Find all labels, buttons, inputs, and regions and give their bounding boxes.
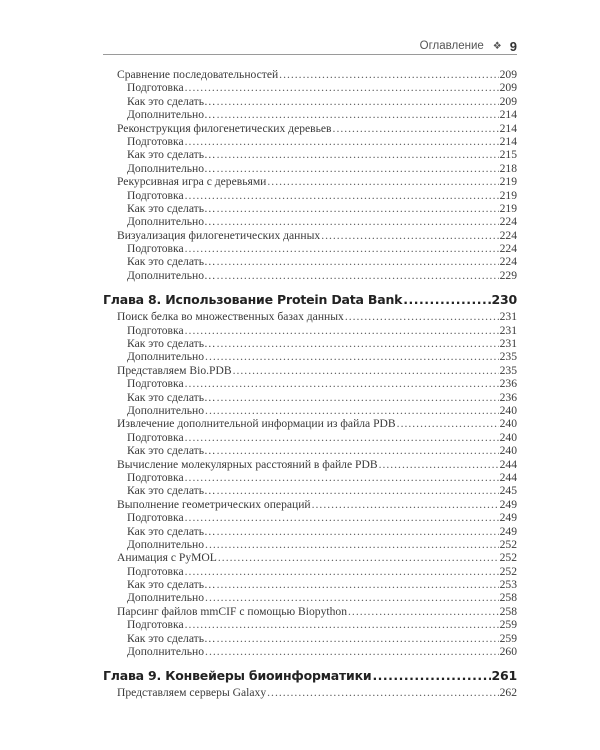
entry-title: Подготовка <box>127 377 184 391</box>
entry-title: Представляем Bio.PDB <box>117 363 232 377</box>
entry-title: Рекурсивная игра с деревьями <box>117 175 267 189</box>
toc-entry[interactable] <box>103 444 517 457</box>
entry-page: 229 <box>499 268 517 282</box>
toc-entry[interactable] <box>103 525 517 538</box>
entry-title: Визуализация филогенетических данных <box>117 228 321 242</box>
toc-entry[interactable] <box>103 471 517 484</box>
ornament-icon: ❖ <box>492 40 502 52</box>
entry-page: 253 <box>499 578 517 592</box>
dot-leader <box>218 551 499 564</box>
entry-title: Подготовка <box>127 81 184 95</box>
entry-title: Как это сделать… <box>127 524 216 538</box>
dot-leader <box>345 310 499 323</box>
toc-entry[interactable] <box>103 95 517 108</box>
toc-entry[interactable] <box>103 632 517 645</box>
entry-page: 244 <box>499 457 517 471</box>
dot-leader <box>205 538 499 551</box>
chapter-entry[interactable] <box>103 667 517 685</box>
toc-entry[interactable] <box>103 618 517 631</box>
entry-title: Как это сделать… <box>127 390 216 404</box>
dot-leader <box>185 81 499 94</box>
entry-title: Как это сделать… <box>127 94 216 108</box>
entry-title: Как это сделать… <box>127 631 216 645</box>
entry-title: Подготовка <box>127 134 184 148</box>
toc-entry[interactable] <box>103 108 517 121</box>
entry-title: Вычисление молекулярных расстояний в файле PDB <box>117 457 378 471</box>
entry-page: 236 <box>499 390 517 404</box>
toc-entry[interactable] <box>103 215 517 228</box>
dot-leader <box>185 377 499 390</box>
toc-entry[interactable] <box>103 391 517 404</box>
entry-title: Подготовка <box>127 618 184 632</box>
entry-title: Представляем серверы Galaxy <box>117 686 267 700</box>
entry-page: 258 <box>499 604 517 618</box>
dot-leader <box>333 122 499 135</box>
entry-page: 231 <box>499 323 517 337</box>
toc-entry[interactable] <box>103 578 517 591</box>
entry-title: Реконструкция филогенетических деревьев <box>117 121 332 135</box>
entry-title: Дополнительно <box>127 350 205 364</box>
entry-page: 224 <box>499 255 517 269</box>
dot-leader <box>185 189 499 202</box>
entry-page: 245 <box>499 484 517 498</box>
toc-entry[interactable] <box>103 538 517 551</box>
dot-leader <box>217 255 499 268</box>
toc-entry[interactable] <box>103 175 517 188</box>
toc-entry[interactable] <box>103 404 517 417</box>
entry-page: 219 <box>499 201 517 215</box>
toc-entry[interactable] <box>103 364 517 377</box>
toc-entry[interactable] <box>103 498 517 511</box>
dot-leader <box>217 578 499 591</box>
entry-page: 252 <box>499 551 517 565</box>
dot-leader <box>185 471 499 484</box>
entry-page: 214 <box>499 108 517 122</box>
entry-title: Как это сделать… <box>127 484 216 498</box>
toc-entry[interactable] <box>103 229 517 242</box>
entry-title: Подготовка <box>127 323 184 337</box>
entry-title: Сравнение последовательностей <box>117 68 279 81</box>
toc-entry[interactable] <box>103 591 517 604</box>
dot-leader <box>185 511 499 524</box>
entry-title: Подготовка <box>127 470 184 484</box>
entry-title: Дополнительно… <box>127 268 216 282</box>
toc-entry[interactable] <box>103 605 517 618</box>
dot-leader <box>217 484 499 497</box>
entry-title: Как это сделать… <box>127 578 216 592</box>
dot-leader <box>312 498 499 511</box>
toc-entry[interactable] <box>103 417 517 430</box>
dot-leader <box>185 618 499 631</box>
dot-leader <box>205 350 499 363</box>
entry-title: Дополнительно <box>127 591 205 605</box>
entry-page: 230 <box>491 292 517 308</box>
entry-page: 215 <box>499 148 517 162</box>
dot-leader <box>185 431 499 444</box>
entry-page: 231 <box>499 310 517 324</box>
toc-entry[interactable] <box>103 431 517 444</box>
dot-leader <box>217 148 499 161</box>
entry-page: 235 <box>499 350 517 364</box>
entry-title: Подготовка <box>127 242 184 256</box>
entry-page: 259 <box>499 618 517 632</box>
dot-leader <box>217 337 499 350</box>
entry-page: 244 <box>499 470 517 484</box>
entry-page: 224 <box>499 228 517 242</box>
entry-title: Глава 8. Использование Protein Data Bank <box>103 292 403 308</box>
toc-entry[interactable] <box>103 458 517 471</box>
dot-leader <box>348 605 499 618</box>
dot-leader <box>403 291 490 309</box>
dot-leader <box>372 667 490 685</box>
toc-entry[interactable] <box>103 324 517 337</box>
entry-title: Как это сделать… <box>127 337 216 351</box>
entry-title: Дополнительно <box>127 403 205 417</box>
toc-entry[interactable] <box>103 148 517 161</box>
entry-title: Как это сделать… <box>127 255 216 269</box>
page-number: 9 <box>509 38 517 54</box>
toc-entry[interactable] <box>103 162 517 175</box>
toc-entry[interactable] <box>103 122 517 135</box>
toc-entry[interactable] <box>103 255 517 268</box>
toc-entry[interactable] <box>103 135 517 148</box>
entry-title: Подготовка <box>127 430 184 444</box>
entry-title: Глава 9. Конвейеры биоинформатики <box>103 668 372 684</box>
dot-leader <box>279 68 498 81</box>
entry-page: 235 <box>499 363 517 377</box>
dot-leader <box>217 108 499 121</box>
dot-leader <box>185 242 499 255</box>
toc-entry[interactable] <box>103 337 517 350</box>
dot-leader <box>205 645 499 658</box>
entry-page: 262 <box>499 686 517 700</box>
entry-page: 240 <box>499 403 517 417</box>
dot-leader <box>205 591 499 604</box>
toc-entry[interactable] <box>103 310 517 323</box>
toc-entry[interactable] <box>103 686 517 699</box>
entry-page: 224 <box>499 242 517 256</box>
toc-entry[interactable] <box>103 511 517 524</box>
entry-page: 214 <box>499 121 517 135</box>
dot-leader <box>217 162 499 175</box>
dot-leader <box>379 458 499 471</box>
entry-title: Дополнительно… <box>127 161 216 175</box>
dot-leader <box>321 229 498 242</box>
entry-page: 252 <box>499 564 517 578</box>
entry-title: Дополнительно… <box>127 215 216 229</box>
toc-entry[interactable] <box>103 242 517 255</box>
entry-title: Как это сделать… <box>127 444 216 458</box>
toc-entry[interactable] <box>103 269 517 282</box>
entry-page: 261 <box>491 668 517 684</box>
dot-leader <box>185 135 499 148</box>
entry-page: 209 <box>499 81 517 95</box>
entry-title: Извлечение дополнительной информации из файла PDB <box>117 417 396 431</box>
dot-leader <box>185 324 499 337</box>
toc-entry[interactable] <box>103 68 517 81</box>
entry-page: 258 <box>499 591 517 605</box>
dot-leader <box>217 444 499 457</box>
entry-page: 219 <box>499 188 517 202</box>
dot-leader <box>217 391 499 404</box>
entry-title: Дополнительно <box>127 537 205 551</box>
dot-leader <box>205 404 499 417</box>
entry-page: 214 <box>499 134 517 148</box>
entry-title: Парсинг файлов mmCIF с помощью Biopython <box>117 604 348 618</box>
entry-title: Подготовка <box>127 511 184 525</box>
entry-page: 249 <box>499 524 517 538</box>
dot-leader <box>233 364 499 377</box>
entry-title: Как это сделать… <box>127 201 216 215</box>
entry-page: 231 <box>499 337 517 351</box>
dot-leader <box>217 525 499 538</box>
dot-leader <box>217 215 499 228</box>
dot-leader <box>267 175 498 188</box>
entry-title: Анимация с PyMOL <box>117 551 217 565</box>
section-title: Оглавление <box>419 40 484 52</box>
dot-leader <box>267 686 498 699</box>
entry-page: 252 <box>499 537 517 551</box>
entry-title: Дополнительно <box>127 645 205 659</box>
dot-leader <box>217 632 499 645</box>
toc-entry[interactable] <box>103 189 517 202</box>
entry-page: 259 <box>499 631 517 645</box>
entry-title: Дополнительно… <box>127 108 216 122</box>
toc-entry[interactable] <box>103 565 517 578</box>
entry-title: Поиск белка во множественных базах данных <box>117 310 344 324</box>
entry-title: Выполнение геометрических операций <box>117 497 311 511</box>
chapter-entry[interactable] <box>103 291 517 309</box>
dot-leader <box>217 202 499 215</box>
entry-title: Подготовка <box>127 564 184 578</box>
toc-entry[interactable] <box>103 350 517 363</box>
entry-page: 224 <box>499 215 517 229</box>
entry-page: 249 <box>499 497 517 511</box>
toc-entry[interactable] <box>103 202 517 215</box>
toc-entry[interactable] <box>103 645 517 658</box>
entry-title: Подготовка <box>127 188 184 202</box>
table-of-contents <box>103 68 517 700</box>
running-header <box>103 38 517 55</box>
dot-leader <box>397 417 499 430</box>
entry-page: 240 <box>499 417 517 431</box>
entry-page: 236 <box>499 377 517 391</box>
entry-page: 209 <box>499 68 517 81</box>
entry-page: 209 <box>499 94 517 108</box>
toc-entry[interactable] <box>103 81 517 94</box>
entry-page: 240 <box>499 444 517 458</box>
dot-leader <box>217 269 499 282</box>
dot-leader <box>217 95 499 108</box>
toc-entry[interactable] <box>103 484 517 497</box>
dot-leader <box>185 565 499 578</box>
entry-page: 240 <box>499 430 517 444</box>
entry-title: Как это сделать… <box>127 148 216 162</box>
entry-page: 260 <box>499 645 517 659</box>
entry-page: 249 <box>499 511 517 525</box>
toc-entry[interactable] <box>103 551 517 564</box>
entry-page: 219 <box>499 175 517 189</box>
toc-entry[interactable] <box>103 377 517 390</box>
entry-page: 218 <box>499 161 517 175</box>
